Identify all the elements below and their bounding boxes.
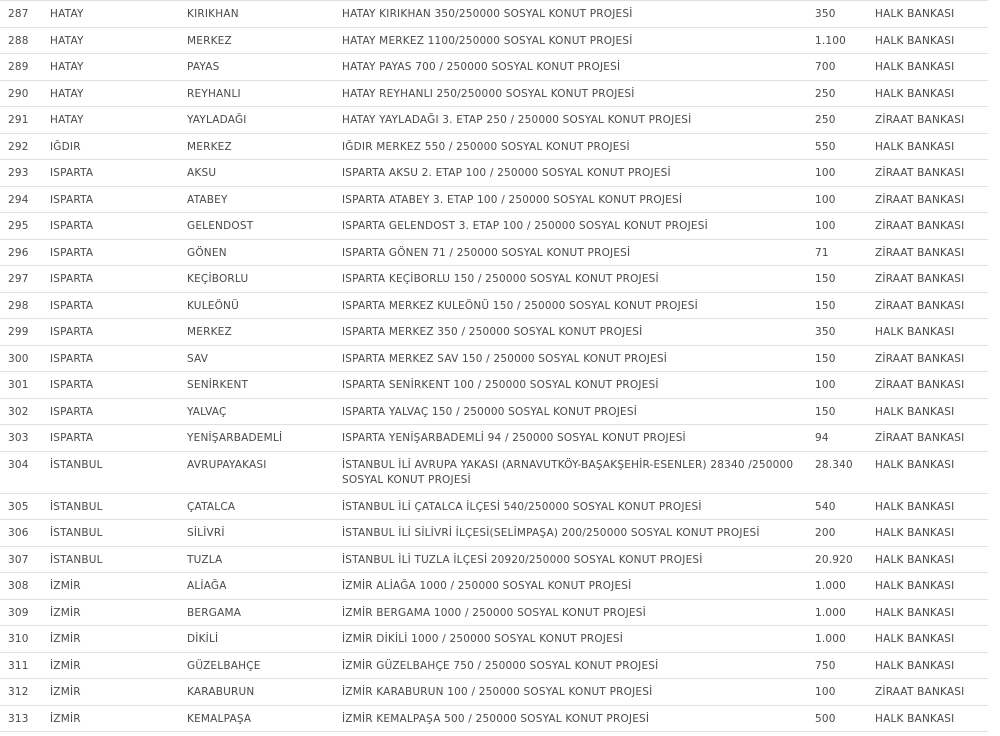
table-row <box>0 573 988 600</box>
district-cell: YALVAÇ <box>183 398 338 425</box>
unit-count-cell: 550 <box>811 133 871 160</box>
bank-cell: ZİRAAT BANKASI <box>871 372 988 399</box>
project-name-cell: ISPARTA YENİŞARBADEMLİ 94 / 250000 SOSYAL KONUT PROJESİ <box>338 425 811 452</box>
project-name-cell: İZMİR KEMALPAŞA 500 / 250000 SOSYAL KONUT PROJESİ <box>338 705 811 732</box>
unit-count-cell: 1.000 <box>811 573 871 600</box>
city-cell: ISPARTA <box>46 292 183 319</box>
table-row <box>0 520 988 547</box>
project-name-cell: İZMİR ALİAĞA 1000 / 250000 SOSYAL KONUT PROJESİ <box>338 573 811 600</box>
table-row <box>0 80 988 107</box>
bank-cell: HALK BANKASI <box>871 493 988 520</box>
row-number-cell: 308 <box>0 573 46 600</box>
row-number-cell: 311 <box>0 652 46 679</box>
city-cell: ISPARTA <box>46 345 183 372</box>
district-cell: PAYAS <box>183 54 338 81</box>
city-cell: ISPARTA <box>46 239 183 266</box>
bank-cell: HALK BANKASI <box>871 599 988 626</box>
city-cell: ISPARTA <box>46 213 183 240</box>
district-cell: KEÇİBORLU <box>183 266 338 293</box>
unit-count-cell: 750 <box>811 652 871 679</box>
district-cell: YAYLADAĞI <box>183 107 338 134</box>
unit-count-cell: 250 <box>811 107 871 134</box>
bank-cell: HALK BANKASI <box>871 705 988 732</box>
city-cell: ISPARTA <box>46 266 183 293</box>
project-name-cell: IĞDIR MERKEZ 550 / 250000 SOSYAL KONUT PROJESİ <box>338 133 811 160</box>
district-cell: MERKEZ <box>183 27 338 54</box>
city-cell: ISPARTA <box>46 186 183 213</box>
bank-cell: HALK BANKASI <box>871 520 988 547</box>
table-row <box>0 266 988 293</box>
bank-cell: ZİRAAT BANKASI <box>871 239 988 266</box>
city-cell: ISPARTA <box>46 425 183 452</box>
city-cell: İZMİR <box>46 705 183 732</box>
unit-count-cell: 150 <box>811 266 871 293</box>
district-cell: AKSU <box>183 160 338 187</box>
district-cell: SENİRKENT <box>183 372 338 399</box>
unit-count-cell: 350 <box>811 319 871 346</box>
bank-cell: HALK BANKASI <box>871 573 988 600</box>
project-name-cell: ISPARTA GELENDOST 3. ETAP 100 / 250000 SOSYAL KONUT PROJESİ <box>338 213 811 240</box>
row-number-cell: 299 <box>0 319 46 346</box>
bank-cell: ZİRAAT BANKASI <box>871 345 988 372</box>
district-cell: GÖNEN <box>183 239 338 266</box>
unit-count-cell: 1.000 <box>811 599 871 626</box>
table-body <box>0 1 988 732</box>
bank-cell: ZİRAAT BANKASI <box>871 186 988 213</box>
table-row <box>0 372 988 399</box>
table-row <box>0 1 988 28</box>
row-number-cell: 305 <box>0 493 46 520</box>
district-cell: SAV <box>183 345 338 372</box>
district-cell: REYHANLI <box>183 80 338 107</box>
unit-count-cell: 100 <box>811 679 871 706</box>
row-number-cell: 294 <box>0 186 46 213</box>
district-cell: KIRIKHAN <box>183 1 338 28</box>
project-name-cell: İSTANBUL İLİ SİLİVRİ İLÇESİ(SELİMPAŞA) 200/250000 SOSYAL KONUT PROJESİ <box>338 520 811 547</box>
project-name-cell: ISPARTA YALVAÇ 150 / 250000 SOSYAL KONUT PROJESİ <box>338 398 811 425</box>
project-name-cell: HATAY YAYLADAĞI 3. ETAP 250 / 250000 SOSYAL KONUT PROJESİ <box>338 107 811 134</box>
bank-cell: ZİRAAT BANKASI <box>871 679 988 706</box>
table-row <box>0 133 988 160</box>
project-name-cell: İZMİR GÜZELBAHÇE 750 / 250000 SOSYAL KONUT PROJESİ <box>338 652 811 679</box>
unit-count-cell: 100 <box>811 213 871 240</box>
project-name-cell: İSTANBUL İLİ TUZLA İLÇESİ 20920/250000 SOSYAL KONUT PROJESİ <box>338 546 811 573</box>
table-row <box>0 292 988 319</box>
table-row <box>0 398 988 425</box>
unit-count-cell: 350 <box>811 1 871 28</box>
table-row <box>0 705 988 732</box>
project-name-cell: ISPARTA MERKEZ KULEÖNÜ 150 / 250000 SOSYAL KONUT PROJESİ <box>338 292 811 319</box>
unit-count-cell: 100 <box>811 186 871 213</box>
bank-cell: HALK BANKASI <box>871 133 988 160</box>
city-cell: HATAY <box>46 54 183 81</box>
city-cell: İZMİR <box>46 573 183 600</box>
city-cell: HATAY <box>46 80 183 107</box>
district-cell: MERKEZ <box>183 133 338 160</box>
city-cell: İSTANBUL <box>46 520 183 547</box>
project-name-cell: ISPARTA ATABEY 3. ETAP 100 / 250000 SOSYAL KONUT PROJESİ <box>338 186 811 213</box>
row-number-cell: 291 <box>0 107 46 134</box>
district-cell: KULEÖNÜ <box>183 292 338 319</box>
district-cell: TUZLA <box>183 546 338 573</box>
bank-cell: HALK BANKASI <box>871 451 988 493</box>
city-cell: İSTANBUL <box>46 546 183 573</box>
bank-cell: HALK BANKASI <box>871 27 988 54</box>
bank-cell: HALK BANKASI <box>871 652 988 679</box>
unit-count-cell: 28.340 <box>811 451 871 493</box>
bank-cell: ZİRAAT BANKASI <box>871 292 988 319</box>
table-row <box>0 160 988 187</box>
district-cell: GÜZELBAHÇE <box>183 652 338 679</box>
project-name-cell: İZMİR DİKİLİ 1000 / 250000 SOSYAL KONUT PROJESİ <box>338 626 811 653</box>
table-row <box>0 186 988 213</box>
row-number-cell: 298 <box>0 292 46 319</box>
project-name-cell: İSTANBUL İLİ AVRUPA YAKASI (ARNAVUTKÖY-BAŞAKŞEHİR-ESENLER) 28340 /250000 SOSYAL KONUT PROJESİ <box>338 451 811 493</box>
district-cell: AVRUPAYAKASI <box>183 451 338 493</box>
city-cell: IĞDIR <box>46 133 183 160</box>
unit-count-cell: 200 <box>811 520 871 547</box>
city-cell: İZMİR <box>46 599 183 626</box>
district-cell: ÇATALCA <box>183 493 338 520</box>
row-number-cell: 288 <box>0 27 46 54</box>
district-cell: BERGAMA <box>183 599 338 626</box>
unit-count-cell: 700 <box>811 54 871 81</box>
table-row <box>0 626 988 653</box>
row-number-cell: 312 <box>0 679 46 706</box>
project-name-cell: ISPARTA MERKEZ 350 / 250000 SOSYAL KONUT PROJESİ <box>338 319 811 346</box>
bank-cell: HALK BANKASI <box>871 80 988 107</box>
row-number-cell: 287 <box>0 1 46 28</box>
row-number-cell: 296 <box>0 239 46 266</box>
bank-cell: HALK BANKASI <box>871 546 988 573</box>
row-number-cell: 309 <box>0 599 46 626</box>
table-row <box>0 27 988 54</box>
unit-count-cell: 1.100 <box>811 27 871 54</box>
city-cell: ISPARTA <box>46 160 183 187</box>
row-number-cell: 306 <box>0 520 46 547</box>
table-row <box>0 451 988 493</box>
city-cell: HATAY <box>46 107 183 134</box>
table-row <box>0 652 988 679</box>
project-name-cell: ISPARTA SENİRKENT 100 / 250000 SOSYAL KONUT PROJESİ <box>338 372 811 399</box>
district-cell: DİKİLİ <box>183 626 338 653</box>
city-cell: İSTANBUL <box>46 493 183 520</box>
district-cell: MERKEZ <box>183 319 338 346</box>
bank-cell: HALK BANKASI <box>871 319 988 346</box>
unit-count-cell: 150 <box>811 398 871 425</box>
row-number-cell: 313 <box>0 705 46 732</box>
unit-count-cell: 500 <box>811 705 871 732</box>
bank-cell: HALK BANKASI <box>871 54 988 81</box>
district-cell: KEMALPAŞA <box>183 705 338 732</box>
bank-cell: ZİRAAT BANKASI <box>871 425 988 452</box>
project-name-cell: ISPARTA MERKEZ SAV 150 / 250000 SOSYAL KONUT PROJESİ <box>338 345 811 372</box>
unit-count-cell: 540 <box>811 493 871 520</box>
project-name-cell: ISPARTA KEÇİBORLU 150 / 250000 SOSYAL KONUT PROJESİ <box>338 266 811 293</box>
bank-cell: HALK BANKASI <box>871 398 988 425</box>
table-row <box>0 107 988 134</box>
city-cell: İZMİR <box>46 679 183 706</box>
row-number-cell: 293 <box>0 160 46 187</box>
bank-cell: HALK BANKASI <box>871 1 988 28</box>
table-row <box>0 54 988 81</box>
row-number-cell: 310 <box>0 626 46 653</box>
unit-count-cell: 94 <box>811 425 871 452</box>
project-name-cell: İSTANBUL İLİ ÇATALCA İLÇESİ 540/250000 SOSYAL KONUT PROJESİ <box>338 493 811 520</box>
project-name-cell: HATAY MERKEZ 1100/250000 SOSYAL KONUT PROJESİ <box>338 27 811 54</box>
unit-count-cell: 250 <box>811 80 871 107</box>
unit-count-cell: 100 <box>811 372 871 399</box>
row-number-cell: 290 <box>0 80 46 107</box>
bank-cell: ZİRAAT BANKASI <box>871 160 988 187</box>
project-name-cell: HATAY PAYAS 700 / 250000 SOSYAL KONUT PROJESİ <box>338 54 811 81</box>
row-number-cell: 303 <box>0 425 46 452</box>
row-number-cell: 300 <box>0 345 46 372</box>
bank-cell: ZİRAAT BANKASI <box>871 107 988 134</box>
city-cell: ISPARTA <box>46 398 183 425</box>
district-cell: KARABURUN <box>183 679 338 706</box>
project-name-cell: İZMİR KARABURUN 100 / 250000 SOSYAL KONUT PROJESİ <box>338 679 811 706</box>
table-row <box>0 679 988 706</box>
district-cell: YENİŞARBADEMLİ <box>183 425 338 452</box>
district-cell: GELENDOST <box>183 213 338 240</box>
bank-cell: HALK BANKASI <box>871 626 988 653</box>
city-cell: İZMİR <box>46 652 183 679</box>
city-cell: ISPARTA <box>46 319 183 346</box>
unit-count-cell: 1.000 <box>811 626 871 653</box>
table-row <box>0 239 988 266</box>
table-row <box>0 213 988 240</box>
city-cell: HATAY <box>46 27 183 54</box>
row-number-cell: 289 <box>0 54 46 81</box>
district-cell: SİLİVRİ <box>183 520 338 547</box>
city-cell: İZMİR <box>46 626 183 653</box>
project-name-cell: İZMİR BERGAMA 1000 / 250000 SOSYAL KONUT PROJESİ <box>338 599 811 626</box>
table-row <box>0 599 988 626</box>
table-row <box>0 546 988 573</box>
unit-count-cell: 71 <box>811 239 871 266</box>
project-name-cell: HATAY KIRIKHAN 350/250000 SOSYAL KONUT PROJESİ <box>338 1 811 28</box>
table-row <box>0 319 988 346</box>
project-name-cell: ISPARTA GÖNEN 71 / 250000 SOSYAL KONUT PROJESİ <box>338 239 811 266</box>
district-cell: ATABEY <box>183 186 338 213</box>
row-number-cell: 297 <box>0 266 46 293</box>
city-cell: HATAY <box>46 1 183 28</box>
bank-cell: ZİRAAT BANKASI <box>871 266 988 293</box>
row-number-cell: 301 <box>0 372 46 399</box>
row-number-cell: 295 <box>0 213 46 240</box>
table-row <box>0 425 988 452</box>
row-number-cell: 292 <box>0 133 46 160</box>
district-cell: ALİAĞA <box>183 573 338 600</box>
row-number-cell: 307 <box>0 546 46 573</box>
bank-cell: ZİRAAT BANKASI <box>871 213 988 240</box>
unit-count-cell: 20.920 <box>811 546 871 573</box>
city-cell: İSTANBUL <box>46 451 183 493</box>
unit-count-cell: 150 <box>811 292 871 319</box>
city-cell: ISPARTA <box>46 372 183 399</box>
project-name-cell: HATAY REYHANLI 250/250000 SOSYAL KONUT PROJESİ <box>338 80 811 107</box>
table-row <box>0 345 988 372</box>
unit-count-cell: 150 <box>811 345 871 372</box>
row-number-cell: 304 <box>0 451 46 493</box>
unit-count-cell: 100 <box>811 160 871 187</box>
project-name-cell: ISPARTA AKSU 2. ETAP 100 / 250000 SOSYAL KONUT PROJESİ <box>338 160 811 187</box>
row-number-cell: 302 <box>0 398 46 425</box>
table-row <box>0 493 988 520</box>
